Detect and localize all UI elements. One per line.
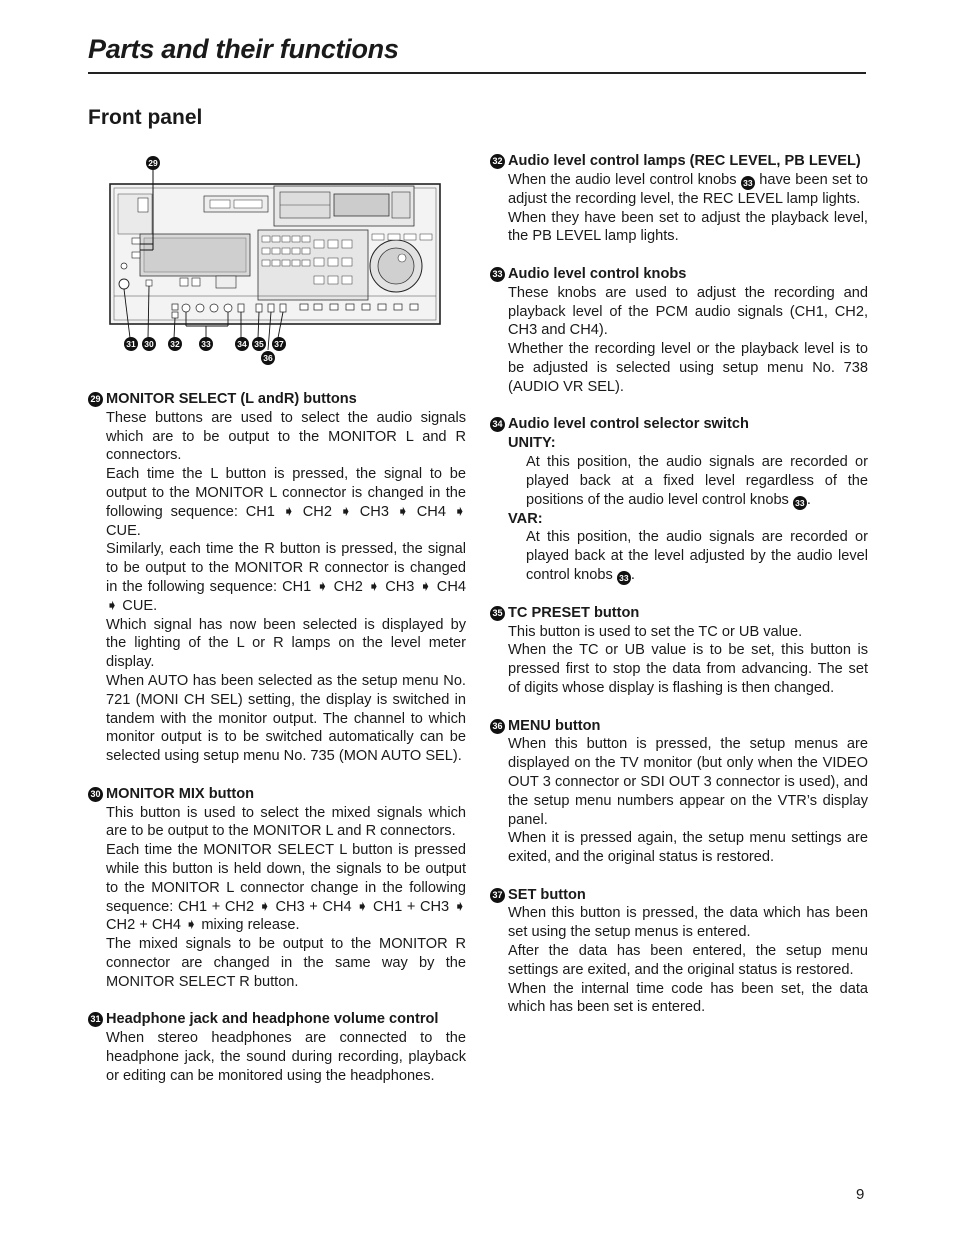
item-heading: SET button — [508, 886, 586, 903]
paragraph: Similarly, each time the R button is pressed, the signal to be output to the MONITOR R connector is changed in the following sequence: CH1 ➧ CH2 ➧ CH3 ➧ CH4 ➧ CUE. — [106, 541, 466, 614]
right-column — [490, 152, 868, 1036]
item-number-badge: 32 — [490, 154, 505, 169]
callout-30: 30 — [142, 337, 156, 351]
item-30 — [88, 785, 466, 992]
unity-label: UNITY: — [508, 435, 556, 452]
paragraph: Each time the MONITOR SELECT L button is pressed while this button is held down, the signals to be output to the MONITOR L connector change in the following sequence: CH1 + CH2 ➧ CH3 + CH4 ➧ CH1 + CH3 ➧ CH2 + CH4 ➧ mixing release. — [106, 842, 466, 934]
item-heading: TC PRESET button — [508, 604, 640, 621]
paragraph: When the internal time code has been set, the data which has been set is entered. — [508, 980, 868, 1016]
paragraph: After the data has been entered, the setup menu settings are exited, and the original status is restored. — [508, 943, 868, 978]
item-heading: Audio level control knobs — [508, 265, 687, 282]
callout-33: 33 — [199, 337, 213, 351]
page-title: Parts and their functions — [88, 34, 399, 64]
paragraph: This button is used to set the TC or UB value. — [508, 623, 803, 640]
item-heading: MONITOR SELECT (L andR) buttons — [106, 391, 357, 407]
paragraph: When the audio level control knobs 33 have been set to adjust the recording level, the REC LEVEL lamp lights. — [508, 171, 868, 207]
paragraph: Each time the L button is pressed, the signal to be output to the MONITOR L connector is changed in the following sequence: CH1 ➧ CH2 ➧ CH3 ➧ CH4 ➧ CUE. — [106, 466, 466, 539]
item-33 — [490, 265, 868, 397]
item-29 — [88, 390, 466, 766]
item-number-badge: 30 — [88, 787, 103, 802]
paragraph: Whether the recording level or the playback level is to be adjusted is selected using setup menu No. 738 (AUDIO VR SEL). — [508, 341, 868, 395]
item-number-badge: 33 — [490, 267, 505, 282]
item-heading: Headphone jack and headphone volume control — [106, 1011, 439, 1028]
item-heading: MONITOR MIX button — [106, 785, 255, 802]
callout-31: 31 — [124, 337, 138, 351]
paragraph: When AUTO has been selected as the setup menu No. 721 (MONI CH SEL) setting, the display is switched in tandem with the monitor output. The channel to which monitor output is to be switched automatically can be selected using setup menu No. 735 (MON AUTO SEL). — [106, 672, 466, 765]
front-panel-illustration — [104, 150, 454, 370]
paragraph: The mixed signals to be output to the MONITOR R connector are changed in the same way by the MONITOR SELECT R button. — [106, 936, 466, 990]
callout-29: 29 — [146, 156, 160, 170]
reference-badge: 33 — [793, 496, 807, 510]
item-32 — [490, 152, 868, 246]
item-34 — [490, 415, 868, 585]
item-number-badge: 31 — [88, 1012, 103, 1027]
callout-32: 32 — [168, 337, 182, 351]
paragraph: When the TC or UB value is to be set, this button is pressed first to stop the data from advancing. The set of digits whose display is flashing is then changed. — [508, 642, 868, 696]
paragraph: These buttons are used to select the audio signals which are to be output to the MONITOR L and R connectors. — [106, 409, 466, 464]
paragraph: When this button is pressed, the setup menus are displayed on the TV monitor (but only when the VIDEO OUT 3 connector or SDI OUT 3 connector is used), and the setup menu numbers appear on the VTR’s display panel. — [508, 736, 868, 828]
paragraph: Which signal has now been selected is displayed by the lighting of the L or R lamps on the level meter display. — [106, 616, 466, 671]
paragraph: This button is used to select the mixed signals which are to be output to the MONITOR L and R connectors. — [106, 804, 466, 840]
item-36 — [490, 717, 868, 867]
item-number-badge: 36 — [490, 719, 505, 734]
var-label: VAR: — [508, 510, 543, 527]
reference-badge: 33 — [617, 571, 631, 585]
item-number-badge: 34 — [490, 417, 505, 432]
item-35 — [490, 604, 868, 698]
reference-badge: 33 — [741, 176, 755, 190]
var-description: At this position, the audio signals are recorded or played back at the level adjusted by the audio level control knobs 33 . — [526, 529, 868, 583]
item-heading: Audio level control selector switch — [508, 416, 749, 433]
section-title: Front panel — [88, 106, 203, 129]
title-rule — [88, 72, 866, 74]
item-heading: Audio level control lamps (REC LEVEL, PB LEVEL) — [508, 153, 861, 169]
paragraph: When this button is pressed, the data which has been set using the setup menus is entered. — [508, 905, 868, 941]
item-31 — [88, 1010, 466, 1085]
page-number: 9 — [856, 1186, 865, 1203]
paragraph: When they have been set to adjust the playback level, the PB LEVEL lamp lights. — [508, 209, 868, 245]
callout-37: 37 — [272, 337, 286, 351]
left-column — [88, 390, 466, 1104]
callout-36: 36 — [261, 351, 275, 365]
callout-34: 34 — [235, 337, 249, 351]
paragraph: When stereo headphones are connected to the headphone jack, the sound during recording, playback or editing can be monitored using the headphones. — [106, 1030, 466, 1084]
item-heading: MENU button — [508, 717, 601, 734]
item-number-badge: 29 — [88, 392, 103, 407]
callout-35: 35 — [252, 337, 266, 351]
item-37 — [490, 886, 868, 1018]
item-number-badge: 37 — [490, 888, 505, 903]
paragraph: These knobs are used to adjust the recording and playback level of the PCM audio signals (CH1, CH2, CH3 and CH4). — [508, 284, 868, 339]
unity-description: At this position, the audio signals are recorded or played back at a fixed level regardless of the positions of the audio level control knobs 33 . — [526, 453, 868, 508]
paragraph: When it is pressed again, the setup menu settings are exited, and the original status is restored. — [508, 830, 868, 866]
item-number-badge: 35 — [490, 606, 505, 621]
